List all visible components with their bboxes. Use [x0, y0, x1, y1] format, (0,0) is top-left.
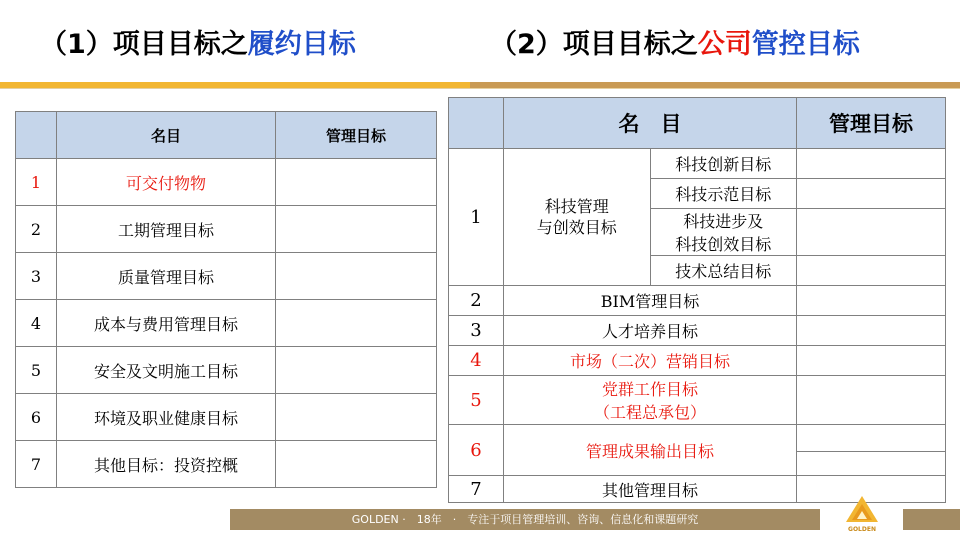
golden-logo	[838, 494, 886, 534]
row-name: 环境及职业健康目标	[57, 394, 276, 441]
title-divider	[0, 82, 960, 88]
footer-bar: GOLDEN · 18年 · 专注于项目管理培训、咨询、信息化和课题研究	[230, 509, 820, 530]
category-line-2: 与创效目标	[536, 218, 617, 237]
row-name: BIM管理目标	[504, 286, 797, 316]
row-num: 6	[16, 394, 57, 441]
sub-item: 科技创新目标	[650, 149, 797, 179]
row-target	[276, 253, 437, 300]
row-target	[797, 425, 946, 452]
header-num	[16, 112, 57, 159]
right-title-prefix: （2）项目目标之	[490, 29, 698, 60]
row-target	[797, 149, 946, 179]
table-row	[16, 206, 437, 253]
table-row	[16, 300, 437, 347]
row-name: 管理成果输出目标	[504, 425, 797, 476]
row-target	[797, 209, 946, 256]
header-target: 管理目标	[276, 112, 437, 159]
table-row	[16, 159, 437, 206]
sub-item-line-1: 科技进步及	[683, 212, 764, 231]
row-target	[797, 452, 946, 476]
sub-item: 科技示范目标	[650, 179, 797, 209]
row-name: 成本与费用管理目标	[57, 300, 276, 347]
row-num: 6	[449, 425, 504, 476]
row-num: 1	[449, 149, 504, 286]
row-num: 7	[16, 441, 57, 488]
row-target	[276, 347, 437, 394]
sub-item: 技术总结目标	[650, 256, 797, 286]
row-num: 5	[449, 376, 504, 425]
header-target: 管理目标	[797, 98, 946, 149]
left-title	[40, 22, 356, 61]
header-num	[449, 98, 504, 149]
row-name: 工期管理目标	[57, 206, 276, 253]
performance-targets-table	[15, 111, 437, 488]
left-title-prefix: （1）项目目标之	[40, 29, 248, 60]
row-num: 2	[449, 286, 504, 316]
row-num: 4	[449, 346, 504, 376]
table-row	[449, 149, 946, 179]
footer-bar-right	[903, 509, 960, 530]
left-title-highlight: 履约目标	[247, 29, 356, 60]
row-name: 市场（二次）营销目标	[504, 346, 797, 376]
table-row	[16, 394, 437, 441]
row-num: 3	[16, 253, 57, 300]
header-name: 名目	[57, 112, 276, 159]
row-name-multiline	[504, 376, 797, 425]
table-header-row	[449, 98, 946, 149]
logo-text: GOLDEN	[848, 526, 876, 533]
row-num: 7	[449, 476, 504, 503]
category-cell	[504, 149, 651, 286]
row-num: 2	[16, 206, 57, 253]
row-name: 可交付物物	[57, 159, 276, 206]
table-row	[449, 346, 946, 376]
right-title-blue: 管控目标	[751, 29, 860, 60]
row-name: 其他管理目标	[504, 476, 797, 503]
table-row	[16, 253, 437, 300]
table-row	[449, 316, 946, 346]
row-name-line-2: （工程总承包）	[593, 403, 706, 422]
category-line-1: 科技管理	[544, 197, 609, 216]
row-num: 5	[16, 347, 57, 394]
row-target	[797, 256, 946, 286]
row-target	[797, 286, 946, 316]
sub-item-multiline	[650, 209, 797, 256]
row-name-line-1: 党群工作目标	[601, 380, 698, 399]
row-num: 1	[16, 159, 57, 206]
table-row	[16, 441, 437, 488]
row-num: 3	[449, 316, 504, 346]
row-target	[797, 179, 946, 209]
table-row	[449, 286, 946, 316]
company-control-targets-table	[448, 97, 946, 503]
row-target	[797, 376, 946, 425]
row-target	[276, 206, 437, 253]
right-title-red: 公司	[697, 29, 752, 60]
table-header-row	[16, 112, 437, 159]
table-row	[449, 425, 946, 452]
row-name: 安全及文明施工目标	[57, 347, 276, 394]
row-target	[276, 300, 437, 347]
row-target	[276, 441, 437, 488]
sub-item-line-2: 科技创效目标	[675, 235, 772, 254]
right-title	[490, 22, 860, 61]
row-num: 4	[16, 300, 57, 347]
table-row	[449, 376, 946, 425]
row-target	[797, 346, 946, 376]
row-target	[797, 316, 946, 346]
header-name: 名 目	[504, 98, 797, 149]
table-row	[16, 347, 437, 394]
row-target	[276, 159, 437, 206]
row-target	[276, 394, 437, 441]
row-name: 人才培养目标	[504, 316, 797, 346]
row-name: 其他目标：投资控概	[57, 441, 276, 488]
row-name: 质量管理目标	[57, 253, 276, 300]
